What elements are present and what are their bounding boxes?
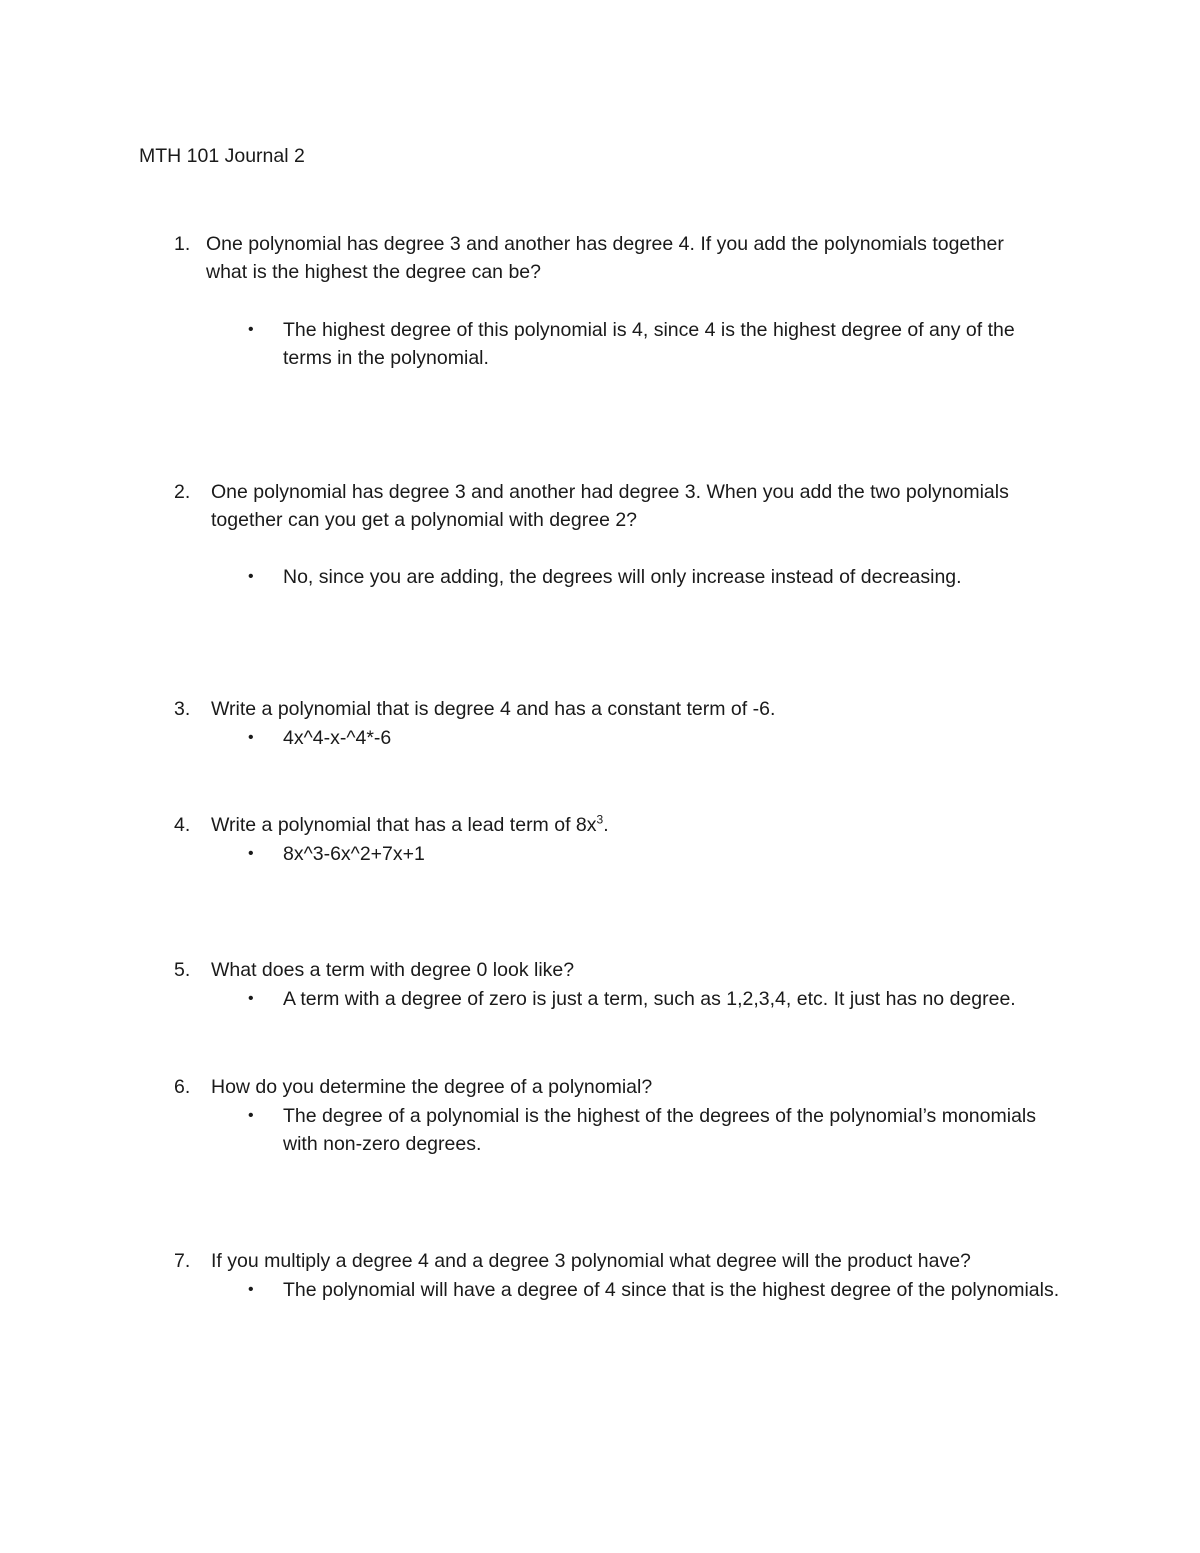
- bullet-icon: •: [248, 1281, 254, 1298]
- answer-text: 8x^3-6x^2+7x+1: [283, 843, 425, 865]
- question-number: 4.: [174, 814, 191, 836]
- bullet-icon: •: [248, 729, 254, 746]
- question-number: 1.: [174, 233, 191, 255]
- superscript-exponent: 3: [596, 812, 604, 827]
- answer-text: The degree of a polynomial is the highest of the degrees of the polynomial’s monomials with non-zero degrees.: [283, 1105, 1036, 1155]
- question-text: One polynomial has degree 3 and another has degree 4. If you add the polynomials together what is the highest the degree can be?: [206, 233, 1004, 283]
- question-text: If you multiply a degree 4 and a degree 3 polynomial what degree will the product have?: [211, 1250, 971, 1272]
- bullet-icon: •: [248, 568, 254, 585]
- answer-text: The highest degree of this polynomial is 4, since 4 is the highest degree of any of the terms in the polynomial.: [283, 319, 1015, 369]
- bullet-icon: •: [248, 845, 254, 862]
- question-number: 7.: [174, 1250, 191, 1272]
- answer-text: 4x^4-x-^4*-6: [283, 727, 392, 749]
- question-text: What does a term with degree 0 look like?: [211, 959, 575, 981]
- bullet-icon: •: [248, 990, 254, 1007]
- answer-text: No, since you are adding, the degrees will only increase instead of decreasing.: [283, 566, 962, 588]
- question-number: 5.: [174, 959, 191, 981]
- question-number: 2.: [174, 481, 191, 503]
- question-text: [211, 811, 1041, 839]
- question-text-main: Write a polynomial that has a lead term of 8x: [211, 814, 597, 836]
- question-number: 3.: [174, 698, 191, 720]
- question-text: One polynomial has degree 3 and another had degree 3. When you add the two polynomials together can you get a polynomial with degree 2?: [211, 481, 1009, 531]
- question-text-end: .: [603, 814, 609, 836]
- answer-text: The polynomial will have a degree of 4 since that is the highest degree of the polynomials.: [283, 1279, 1060, 1301]
- bullet-icon: •: [248, 1107, 254, 1124]
- answer-text: A term with a degree of zero is just a term, such as 1,2,3,4, etc. It just has no degree.: [283, 988, 1016, 1010]
- document-title: MTH 101 Journal 2: [139, 145, 305, 167]
- question-number: 6.: [174, 1076, 191, 1098]
- question-text: How do you determine the degree of a polynomial?: [211, 1076, 653, 1098]
- bullet-icon: •: [248, 321, 254, 338]
- question-text: Write a polynomial that is degree 4 and has a constant term of -6.: [211, 698, 776, 720]
